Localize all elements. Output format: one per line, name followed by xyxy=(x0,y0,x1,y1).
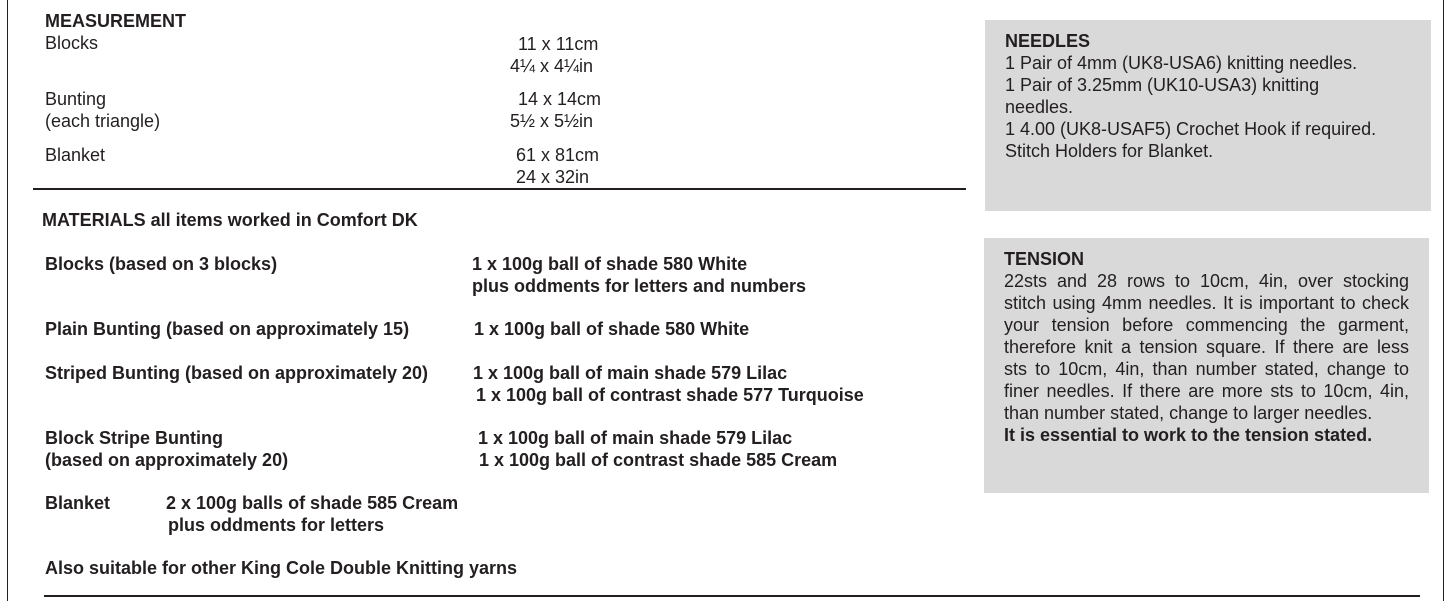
measurement-blanket-imperial: 24 x 32in xyxy=(516,167,590,187)
materials-item-striped-bunting: Striped Bunting (based on approximately 20) xyxy=(45,363,429,383)
materials-blanket-line2: plus oddments for letters xyxy=(168,515,385,535)
materials-block-stripe-line1: 1 x 100g ball of main shade 579 Lilac xyxy=(478,428,793,448)
materials-item-blocks: Blocks (based on 3 blocks) xyxy=(45,254,278,274)
materials-plain-bunting-line1: 1 x 100g ball of shade 580 White xyxy=(474,319,750,339)
measurement-bunting-imperial: 5½ x 5½in xyxy=(510,111,594,131)
measurement-heading: MEASUREMENT xyxy=(45,11,187,31)
needles-box xyxy=(985,20,1431,211)
measurement-blanket-metric: 61 x 81cm xyxy=(516,145,600,165)
materials-item-block-stripe-bunting-sub: (based on approximately 20) xyxy=(45,450,289,470)
tension-emphasis: It is essential to work to the tension stated. xyxy=(1004,425,1373,445)
materials-striped-bunting-line2: 1 x 100g ball of contrast shade 577 Turquoise xyxy=(476,385,864,405)
materials-striped-bunting-line1: 1 x 100g ball of main shade 579 Lilac xyxy=(473,363,788,383)
materials-heading: MATERIALS all items worked in Comfort DK xyxy=(42,210,418,230)
needles-line-1: 1 Pair of 4mm (UK8-USA6) knitting needles. xyxy=(1005,53,1358,73)
measurement-label-blanket: Blanket xyxy=(45,145,106,165)
tension-box xyxy=(984,238,1429,493)
measurement-blocks-metric: 11 x 11cm xyxy=(518,34,599,54)
section-divider xyxy=(33,188,966,190)
page-border-right xyxy=(1443,0,1444,601)
materials-item-blanket: Blanket xyxy=(45,493,111,513)
measurement-blocks-imperial: 4¼ x 4¼in xyxy=(510,56,594,76)
needles-heading: NEEDLES xyxy=(1005,31,1091,51)
needles-line-2: 1 Pair of 3.25mm (UK10-USA3) knitting xyxy=(1005,75,1320,95)
materials-blocks-line1: 1 x 100g ball of shade 580 White xyxy=(472,254,748,274)
materials-item-plain-bunting: Plain Bunting (based on approximately 15) xyxy=(45,319,410,339)
materials-note: Also suitable for other King Cole Double Knitting yarns xyxy=(45,558,518,578)
tension-body: 22sts and 28 rows to 10cm, 4in, over stocking stitch using 4mm needles. It is important to check your tension before commencing the garment, therefore knit a tension square. If there are less sts to 10cm, 4in, than number stated, change to finer needles. If there are more sts to 10cm, 4in, than number stated, change to larger needles. xyxy=(1004,271,1409,423)
needles-line-5: Stitch Holders for Blanket. xyxy=(1005,141,1214,161)
materials-block-stripe-line2: 1 x 100g ball of contrast shade 585 Cream xyxy=(479,450,838,470)
needles-line-3: needles. xyxy=(1005,97,1074,117)
needles-line-4: 1 4.00 (UK8-USAF5) Crochet Hook if required. xyxy=(1005,119,1377,139)
measurement-label-bunting: Bunting xyxy=(45,89,107,109)
measurement-bunting-metric: 14 x 14cm xyxy=(518,89,602,109)
materials-blanket-line1: 2 x 100g balls of shade 585 Cream xyxy=(166,493,459,513)
tension-heading: TENSION xyxy=(1004,249,1085,269)
bottom-divider xyxy=(44,595,1420,597)
materials-blocks-line2: plus oddments for letters and numbers xyxy=(472,276,807,296)
materials-item-block-stripe-bunting: Block Stripe Bunting xyxy=(45,428,224,448)
measurement-label-bunting-sub: (each triangle) xyxy=(45,111,161,131)
page-border-left xyxy=(7,0,8,601)
measurement-label-blocks: Blocks xyxy=(45,33,99,53)
